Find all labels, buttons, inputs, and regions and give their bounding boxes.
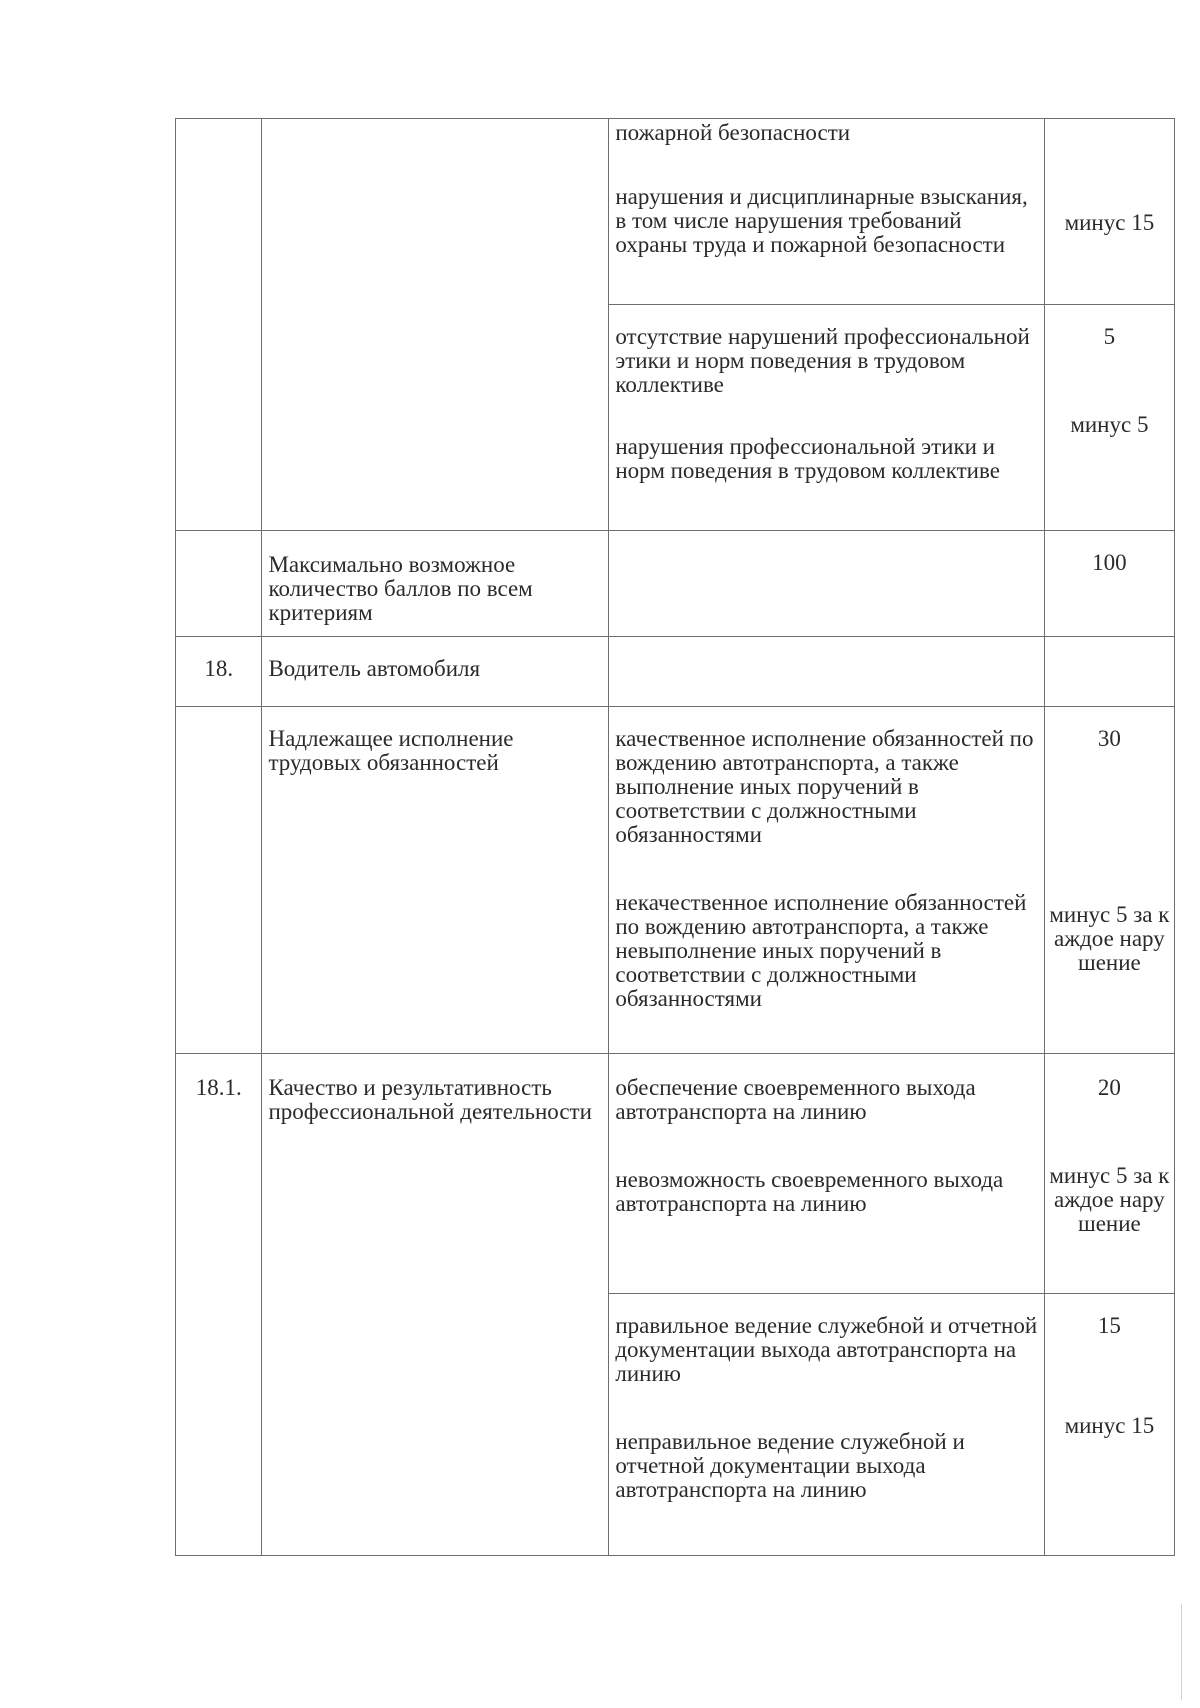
- row-number: 18.: [204, 656, 234, 682]
- indicator-name-cell: [262, 707, 609, 1053]
- points-cell: [1044, 531, 1174, 637]
- points-cell: [1044, 707, 1174, 1053]
- points-cell: [1044, 1293, 1174, 1555]
- table-row: [176, 119, 1175, 305]
- criteria-cell: [609, 1053, 1044, 1293]
- scan-edge-mark: [1181, 1604, 1182, 1700]
- points-cell: [1044, 637, 1174, 707]
- points-value: минус 15: [1064, 210, 1155, 235]
- criterion-text: обеспечение своевременного выхода автотранспорта на линию: [615, 1074, 976, 1124]
- points-value: минус 5 за каждое нарушение: [1049, 1162, 1170, 1236]
- indicator-name: Надлежащее исполнение трудовых обязанностей: [268, 726, 514, 776]
- points-value: 100: [1092, 550, 1127, 576]
- points-value: 20: [1097, 1074, 1121, 1100]
- criteria-cell: [609, 1293, 1044, 1555]
- criterion-text: неправильное ведение служебной и отчетной документации выхода автотранспорта на линию: [615, 1428, 965, 1502]
- indicator-name: Качество и результативность профессиональной деятельности: [268, 1074, 592, 1124]
- indicator-name: Водитель автомобиля: [268, 656, 481, 682]
- points-value: 5: [1103, 324, 1116, 350]
- table-row: [176, 637, 1175, 707]
- indicator-name-cell: [262, 637, 609, 707]
- points-value: минус 15: [1064, 1412, 1155, 1438]
- indicator-name-cell: [262, 531, 609, 637]
- criterion-text: качественное исполнение обязанностей по вождению автотранспорта, а также выполнение иных поручений в соответствии с должностными обязанностями: [615, 726, 1034, 848]
- points-value: минус 5 за каждое нарушение: [1049, 902, 1170, 976]
- row-number-cell: [176, 119, 262, 531]
- indicator-name-cell: [262, 1053, 609, 1555]
- points-value: 15: [1097, 1312, 1121, 1338]
- table-row: [176, 707, 1175, 1053]
- row-number-cell: [176, 707, 262, 1053]
- criteria-cell: [609, 305, 1044, 531]
- points-value: 30: [1097, 726, 1121, 752]
- criteria-cell: [609, 637, 1044, 707]
- points-cell: [1044, 305, 1174, 531]
- row-number-cell: [176, 637, 262, 707]
- row-number-cell: [176, 1053, 262, 1555]
- evaluation-criteria-table: [175, 118, 1175, 1556]
- criterion-text: правильное ведение служебной и отчетной документации выхода автотранспорта на линию: [615, 1312, 1038, 1386]
- indicator-name-cell: [262, 119, 609, 531]
- indicator-name: Максимально возможное количество баллов по всем критериям: [268, 552, 533, 626]
- row-number: 18.1.: [195, 1074, 242, 1100]
- criteria-cell: [609, 707, 1044, 1053]
- table-row: [176, 531, 1175, 637]
- criterion-text: невозможность своевременного выхода автотранспорта на линию: [615, 1166, 1004, 1216]
- criterion-text: нарушения и дисциплинарные взыскания, в том числе нарушения требований охраны труда и пожарной безопасности: [615, 184, 1028, 257]
- criteria-cell: [609, 531, 1044, 637]
- points-cell: [1044, 119, 1174, 305]
- points-cell: [1044, 1053, 1174, 1293]
- criterion-text: пожарной безопасности: [615, 120, 851, 145]
- criterion-text: некачественное исполнение обязанностей по вождению автотранспорта, а также невыполнение иных поручений в соответствии с должностными обязанностями: [615, 890, 1027, 1012]
- criterion-text: отсутствие нарушений профессиональной этики и норм поведения в трудовом коллективе: [615, 324, 1030, 398]
- row-number-cell: [176, 531, 262, 637]
- points-value: минус 5: [1070, 412, 1149, 438]
- table-row: [176, 1053, 1175, 1293]
- criterion-text: нарушения профессиональной этики и норм поведения в трудовом коллективе: [615, 434, 1000, 484]
- criteria-cell: [609, 119, 1044, 305]
